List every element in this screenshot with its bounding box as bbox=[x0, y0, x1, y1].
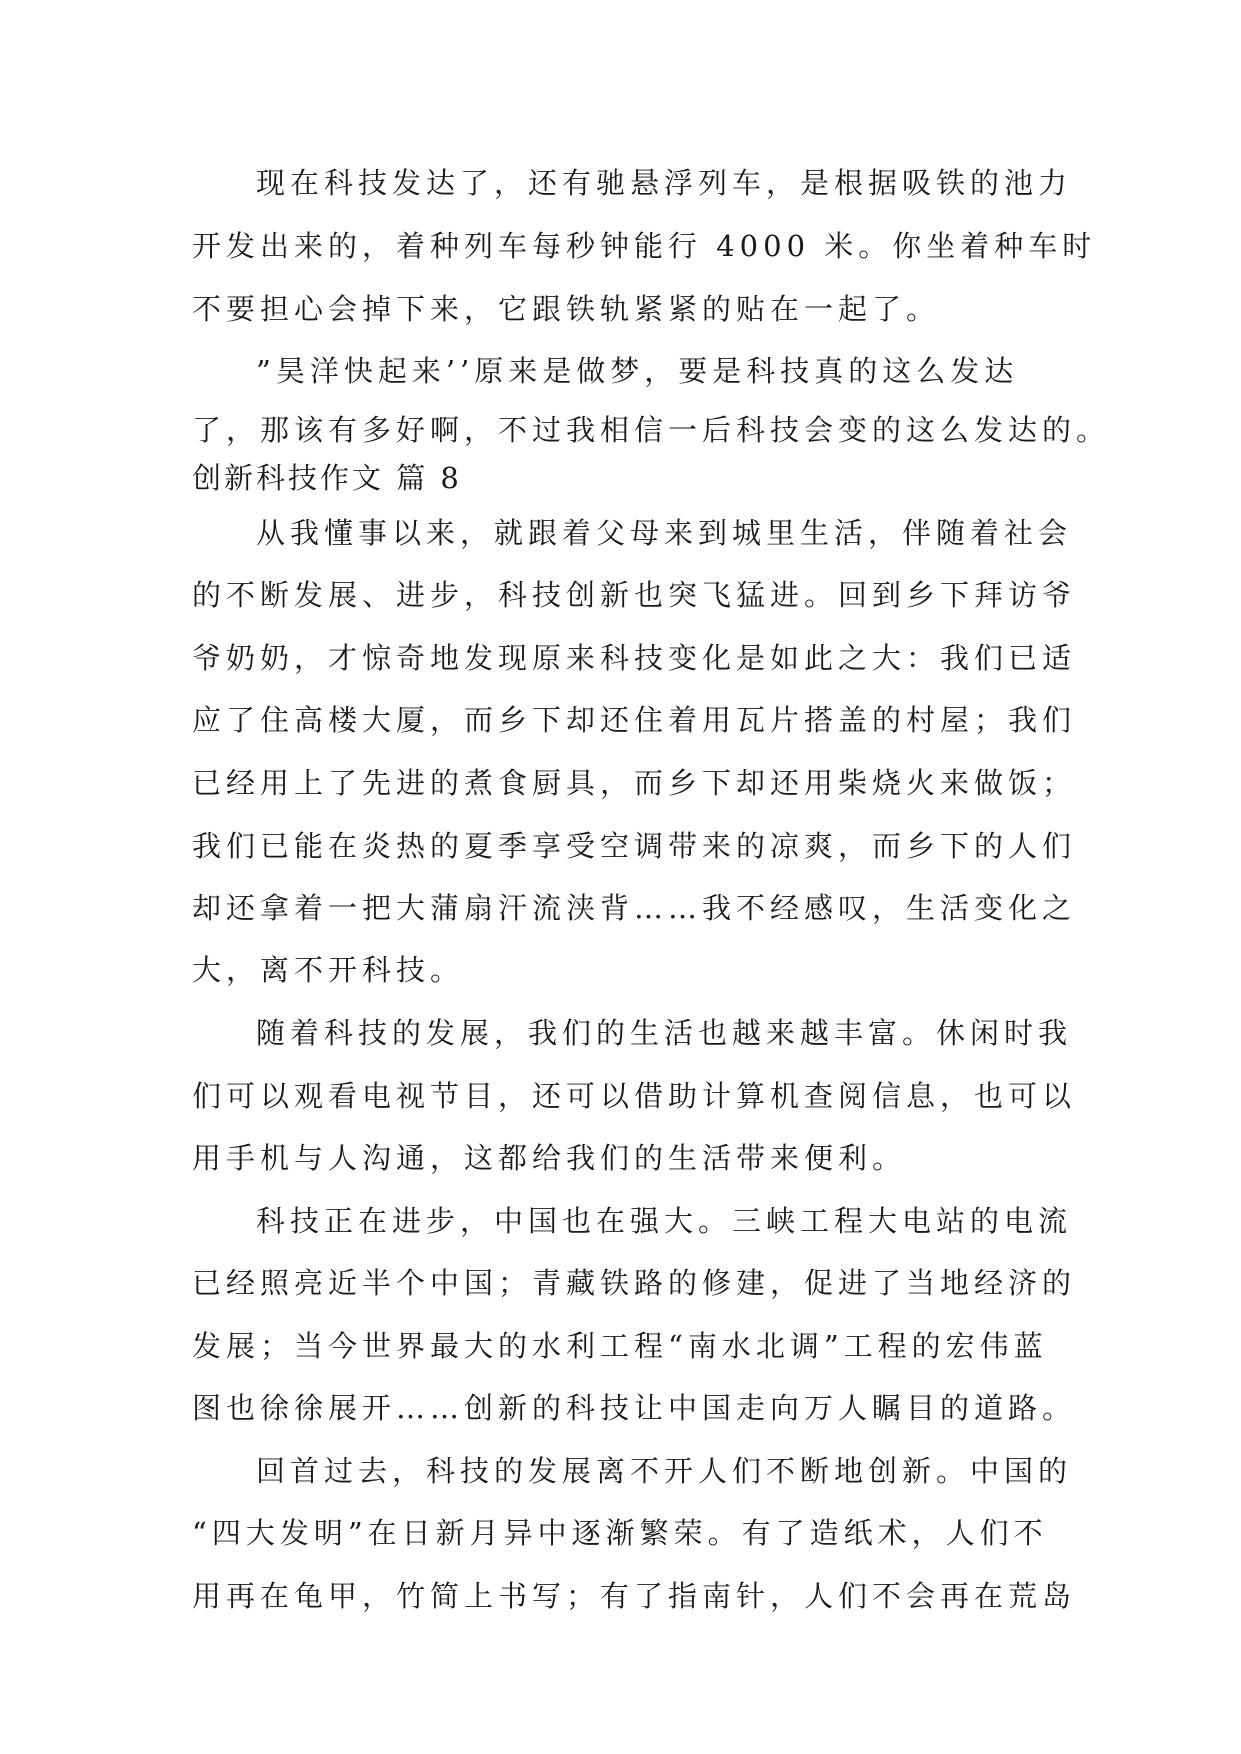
text-line: 科技正在进步，中国也在强大。三峡工程大电站的电流 bbox=[256, 1204, 1073, 1238]
text-line: ”昊洋快起来’’原来是做梦，要是科技真的这么发达 bbox=[256, 354, 1019, 388]
text-line: 用手机与人沟通，这都给我们的生活带来便利。 bbox=[192, 1141, 907, 1175]
text-line: 用再在龟甲，竹简上书写；有了指南针，人们不会再在荒岛 bbox=[192, 1579, 1077, 1613]
text-line: 发展；当今世界最大的水利工程“南水北调”工程的宏伟蓝 bbox=[192, 1329, 1048, 1363]
text-line: 已经用上了先进的煮食厨具，而乡下却还用柴烧火来做饭； bbox=[192, 766, 1077, 800]
text-line: 却还拿着一把大蒲扇汗流浃背……我不经感叹，生活变化之 bbox=[192, 891, 1077, 925]
text-line: 回首过去，科技的发展离不开人们不断地创新。中国的 bbox=[256, 1454, 1073, 1488]
text-line: 应了住高楼大厦，而乡下却还住着用瓦片搭盖的村屋；我们 bbox=[192, 703, 1077, 737]
text-line: 已经照亮近半个中国；青藏铁路的修建，促进了当地经济的 bbox=[192, 1266, 1077, 1300]
text-line: 开发出来的，着种列车每秒钟能行 4000 米。你坐着种车时 bbox=[192, 229, 1097, 263]
text-line: 我们已能在炎热的夏季享受空调带来的凉爽，而乡下的人们 bbox=[192, 829, 1077, 863]
text-line: 现在科技发达了，还有驰悬浮列车，是根据吸铁的池力 bbox=[256, 166, 1073, 200]
text-line: 随着科技的发展，我们的生活也越来越丰富。休闲时我 bbox=[256, 1016, 1073, 1050]
text-line: 大，离不开科技。 bbox=[192, 953, 465, 987]
text-line: 的不断发展、进步，科技创新也突飞猛进。回到乡下拜访爷 bbox=[192, 578, 1077, 612]
text-line: 从我懂事以来，就跟着父母来到城里生活，伴随着社会 bbox=[256, 516, 1073, 550]
text-line: 不要担心会掉下来，它跟铁轨紧紧的贴在一起了。 bbox=[192, 292, 941, 326]
text-line: 们可以观看电视节目，还可以借助计算机查阅信息，也可以 bbox=[192, 1079, 1077, 1113]
text-line: 了，那该有多好啊，不过我相信一后科技会变的这么发达的。 bbox=[192, 413, 1111, 447]
text-line: 图也徐徐展开……创新的科技让中国走向万人瞩目的道路。 bbox=[192, 1391, 1077, 1425]
text-line: “四大发明”在日新月异中逐渐繁荣。有了造纸术，人们不 bbox=[192, 1516, 1048, 1550]
section-heading: 创新科技作文 篇 8 bbox=[192, 461, 462, 495]
text-line: 爷奶奶，才惊奇地发现原来科技变化是如此之大：我们已适 bbox=[192, 641, 1077, 675]
